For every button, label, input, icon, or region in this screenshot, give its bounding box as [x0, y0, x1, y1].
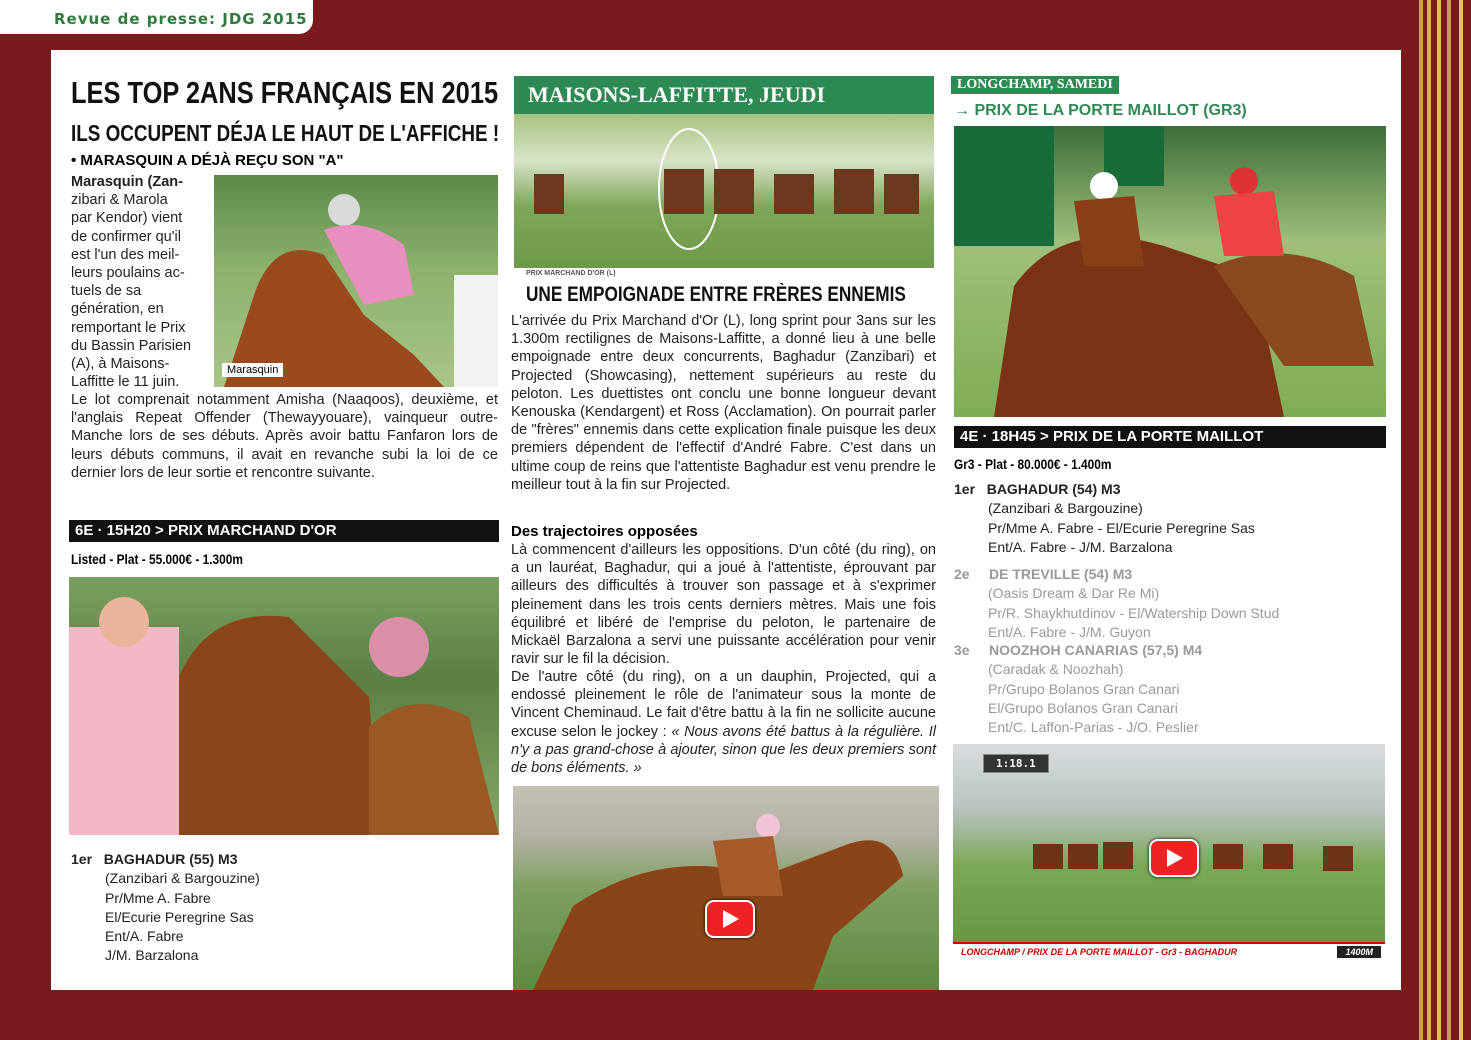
result-line: Pr/Grupo Bolanos Gran Canari — [988, 680, 1180, 697]
middle-paragraph-2: Là commencent d'ailleurs les oppositions. D'un côté (du ring), on a un lauréat, Baghadur, qui a joué à l'attentiste, éprouvant par ailleurs des difficultés à trouver son passage et à s'exprimer pleinement dans les trois cents derniers mètres. Mais une fois équilibré et libéré de l'emprise du peloton, le partenaire de Mickaël Barzalona a servi une puissante accélération pour venir ravir sur le fil la décision. — [511, 542, 936, 668]
race-bar-left: 6E · 15H20 > PRIX MARCHAND D'OR — [69, 520, 499, 542]
left-subtitle: ILS OCCUPENT DÉJA LE HAUT DE L'AFFICHE ! — [71, 120, 500, 146]
result-line: Ent/A. Fabre — [105, 928, 184, 945]
intro-line: par Kendor) vient — [71, 210, 183, 227]
result-horse: NOOZHOH CANARIAS (57,5) M4 — [989, 642, 1203, 658]
result-line: (Oasis Dream & Dar Re Mi) — [988, 585, 1160, 602]
photo-credit: PRIX MARCHAND D'OR (L) — [526, 270, 616, 277]
jockey-quote: « Nous avons été battus à la régulière. Il n'y a pas grand-chose à ajouter, sinon que les deux premiers sont de bons éléments. » — [511, 723, 936, 777]
left-paragraph: Le lot comprenait notamment Amisha (Naaqoos), deuxième, et l'anglais Repeat Offender (Thewayyouare), vainqueur outre-Manche lors de ses débuts. Après avoir battu Fanfaron lors de leurs débuts communs, il avait en revanche subi la loi de ce dernier lors de leur sortie et rencontre suivante. — [71, 392, 498, 481]
race-spec-right: Gr3 - Plat - 80.000€ - 1.400m — [954, 456, 1112, 472]
video-player-right[interactable] — [953, 744, 1385, 964]
winner-photo — [69, 577, 499, 835]
result-line: (Zanzibari & Bargouzine) — [988, 500, 1143, 517]
result-second — [954, 565, 1279, 642]
result-position: 3e — [954, 642, 970, 658]
finish-photo — [514, 114, 934, 268]
result-first — [954, 480, 1255, 557]
result-line: El/Grupo Bolanos Gran Canari — [988, 699, 1178, 716]
page-title: LES TOP 2ANS FRANÇAIS EN 2015 — [71, 75, 499, 110]
result-line: Pr/Mme A. Fabre — [105, 889, 211, 906]
race-spec-left: Listed - Plat - 55.000€ - 1.300m — [71, 551, 243, 567]
intro-line: leurs poulains ac- — [71, 265, 185, 282]
result-line: Pr/Mme A. Fabre - El/Ecurie Peregrine Sas — [988, 519, 1255, 536]
intro-line: Laffitte le 11 juin. — [71, 374, 180, 391]
result-left — [71, 850, 260, 966]
result-line: Ent/A. Fabre - J/M. Barzalona — [988, 538, 1173, 555]
video-distance: 1400M — [1337, 946, 1381, 958]
video-timer: 1:18.1 — [983, 754, 1049, 773]
result-line: Ent/C. Laffon-Parias - J/O. Peslier — [988, 719, 1199, 736]
location-tag: LONGCHAMP, SAMEDI — [951, 76, 1119, 94]
intro-line: (A), à Maisons- — [71, 356, 170, 373]
intro-line: tuels de sa — [71, 283, 142, 300]
paragraph-3-text: De l'autre côté (du ring), on a un dauphin, Projected, qui a endossé pleinement le rôle de l'animateur sous la monte de Vincent Cheminaud. Le fait d'être battu à la fin ne sollicite aucune excuse selon le jockey : — [511, 669, 936, 740]
photo-caption: Marasquin — [222, 363, 283, 377]
right-race-title: → PRIX DE LA PORTE MAILLOT (GR3) — [954, 102, 1247, 119]
video-still-middle — [513, 786, 939, 990]
header-tab-label: Revue de presse: JDG 2015 — [54, 10, 308, 28]
intro-line: est l'un des meil- — [71, 246, 180, 263]
result-position: 2e — [954, 566, 970, 582]
result-horse: BAGHADUR (55) M3 — [103, 851, 238, 867]
left-bullet: • MARASQUIN A DÉJÀ REÇU SON "A" — [71, 152, 344, 169]
middle-subhead: Des trajectoires opposées — [511, 523, 698, 540]
horse-jockey-illustration — [214, 175, 498, 387]
decorative-border-stripes — [1411, 0, 1471, 1040]
middle-paragraph-1: L'arrivée du Prix Marchand d'Or (L), long sprint pour 3ans sur les 1.300m rectilignes de Maisons-Laffitte, a donné lieu à une belle empoignade entre deux concurrents, Baghadur (Zanzibari) et Projected (Showcasing), nettement supérieurs au reste du peloton. Les duettistes ont conclu une bonne longueur devant Kenouska (Kendargent) et Ross (Acclamation). On pourrait parler de "frères" ennemis dans cette explication finale puisque les deux premiers dépendent de l'effectif d'André Fabre. C'est dans un ultime coup de reins que l'attentiste Baghadur est venu prendre le meilleur tout à la fin sur Projected. — [511, 313, 936, 493]
finish-illustration — [514, 114, 934, 268]
result-third — [954, 641, 1202, 737]
result-line: El/Ecurie Peregrine Sas — [105, 908, 254, 925]
intro-line: remportant le Prix — [71, 319, 186, 336]
intro-line: Marasquin (Zan- — [71, 174, 183, 190]
intro-line: zibari & Marola — [71, 192, 168, 209]
intro-line: de confirmer qu'il — [71, 228, 181, 245]
result-position: 1er — [954, 481, 976, 497]
result-position: 1er — [71, 851, 93, 867]
intro-line: du Bassin Parisien — [71, 337, 192, 354]
header-tab — [0, 0, 313, 34]
winner-illustration — [69, 577, 499, 835]
result-line: (Zanzibari & Bargouzine) — [105, 870, 260, 887]
left-intro-column — [71, 173, 204, 391]
middle-paragraph-3 — [511, 668, 936, 777]
race-bar-right: 4E · 18H45 > PRIX DE LA PORTE MAILLOT — [954, 426, 1386, 448]
result-line: Ent/A. Fabre - J/M. Guyon — [988, 623, 1151, 640]
play-button-icon[interactable] — [705, 900, 755, 938]
result-line: J/M. Barzalona — [105, 947, 199, 964]
porte-maillot-photo — [954, 126, 1386, 417]
horse-illustration — [513, 786, 939, 990]
intro-line: génération, en — [71, 301, 164, 318]
banner-maisons-laffitte — [514, 76, 934, 116]
result-horse: DE TREVILLE (54) M3 — [989, 566, 1133, 582]
video-caption: LONGCHAMP / PRIX DE LA PORTE MAILLOT - Gr3 - BAGHADUR — [961, 947, 1238, 957]
video-caption-bar — [953, 942, 1385, 964]
middle-headline: UNE EMPOIGNADE ENTRE FRÈRES ENNEMIS — [526, 283, 906, 306]
result-line: Pr/R. Shaykhutdinov - El/Watership Down Stud — [988, 604, 1280, 621]
play-button-icon[interactable] — [1149, 839, 1199, 877]
race-illustration — [954, 126, 1386, 417]
magazine-page — [51, 50, 1401, 990]
marasquin-photo — [214, 175, 498, 387]
result-horse: BAGHADUR (54) M3 — [986, 481, 1121, 497]
result-line: (Caradak & Noozhah) — [988, 661, 1124, 678]
banner-label: MAISONS-LAFFITTE, JEUDI — [528, 82, 826, 107]
